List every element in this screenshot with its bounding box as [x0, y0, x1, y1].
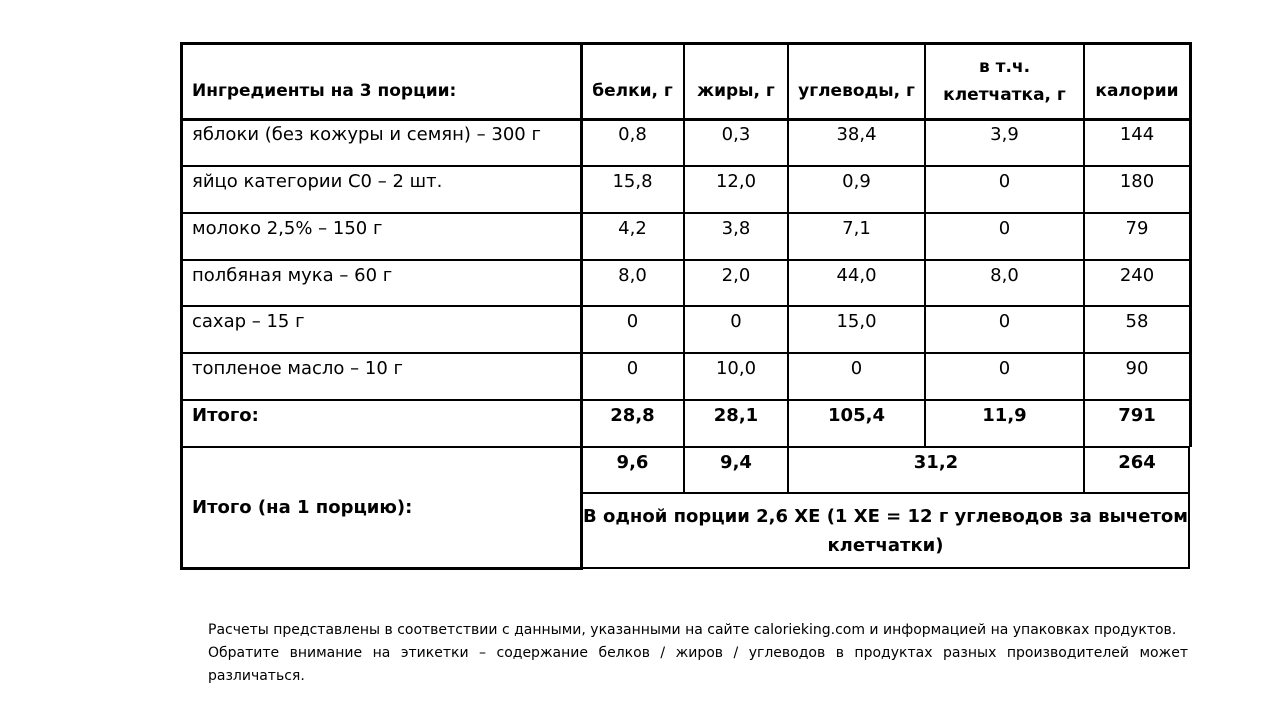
total-carbs: 105,4: [828, 405, 885, 426]
per-portion-calories: 264: [1118, 452, 1156, 473]
ingredient-calories: 90: [1125, 358, 1149, 379]
ingredient-name: яблоки (без кожуры и семян) – 300 г: [192, 124, 541, 145]
ingredient-fiber: 3,9: [990, 124, 1019, 145]
ingredient-fiber: 0: [998, 171, 1011, 192]
ingredient-protein: 0,8: [618, 124, 647, 145]
footnote-line-1: Расчеты представлены в соответствии с данными, указанными на сайте calorieking.com и информацией на упаковках продуктов.: [208, 622, 1177, 638]
xe-note-xe-line2: клетчатки): [827, 534, 944, 556]
header-calories: калории: [1095, 80, 1179, 101]
ingredient-fat: 3,8: [721, 218, 751, 239]
ingredient-fat: 0: [730, 311, 742, 332]
xe-note-xe-line1: В одной порции 2,6 ХЕ (1 ХЕ = 12 г углеводов за вычетом: [583, 505, 1188, 527]
header-carbs: углеводы, г: [798, 80, 915, 101]
ingredient-calories: 79: [1125, 218, 1149, 239]
nutrition-table: [180, 42, 1192, 570]
ingredient-carbs: 7,1: [842, 218, 871, 239]
ingredient-calories: 240: [1119, 265, 1155, 286]
ingredient-name: яйцо категории С0 – 2 шт.: [192, 171, 443, 192]
ingredient-calories: 58: [1125, 311, 1149, 332]
total-fiber: 11,9: [982, 405, 1027, 426]
header-fiber-line2: клетчатка, г: [943, 84, 1066, 105]
header-fiber: [925, 42, 1084, 119]
ingredient-protein: 8,0: [618, 265, 647, 286]
xe-note: [581, 493, 1190, 568]
ingredient-carbs: 0,9: [842, 171, 871, 192]
ingredient-carbs: 44,0: [836, 265, 877, 286]
ingredient-fat: 2,0: [721, 265, 751, 286]
ingredient-fat: 12,0: [715, 171, 757, 192]
header-ingredients: Ингредиенты на 3 порции:: [192, 80, 457, 101]
ingredient-name: молоко 2,5% – 150 г: [192, 218, 383, 239]
ingredient-protein: 15,8: [612, 171, 653, 192]
ingredient-name: топленое масло – 10 г: [192, 358, 403, 379]
ingredient-protein: 4,2: [618, 218, 647, 239]
ingredient-fiber: 0: [998, 218, 1011, 239]
ingredient-protein: 0: [626, 311, 639, 332]
total-calories: 791: [1118, 405, 1156, 426]
per-portion-fat: 9,4: [720, 452, 752, 473]
total-protein: 28,8: [610, 405, 655, 426]
ingredient-carbs: 0: [850, 358, 863, 379]
ingredient-calories: 144: [1119, 124, 1155, 145]
ingredient-carbs: 38,4: [836, 124, 877, 145]
ingredient-fat: 0,3: [721, 124, 751, 145]
footnote-line-2: Обратите внимание на этикетки – содержание белков / жиров / углеводов в продуктах разных производителей может различаться.: [208, 645, 1188, 684]
ingredient-protein: 0: [626, 358, 639, 379]
header-protein: белки, г: [592, 80, 673, 101]
header-fat: жиры, г: [697, 80, 775, 101]
total-fat: 28,1: [713, 405, 759, 426]
ingredient-name: полбяная мука – 60 г: [192, 265, 393, 286]
per-portion-label: Итого (на 1 порцию):: [192, 496, 413, 518]
ingredient-carbs: 15,0: [836, 311, 877, 332]
ingredient-fiber: 0: [998, 358, 1011, 379]
ingredient-fiber: 8,0: [990, 265, 1019, 286]
total-label: Итого:: [192, 405, 259, 426]
ingredient-calories: 180: [1119, 171, 1155, 192]
per-portion-carbs: 31,2: [913, 452, 959, 473]
ingredient-fiber: 0: [998, 311, 1011, 332]
ingredient-fat: 10,0: [715, 358, 757, 379]
per-portion-protein: 9,6: [616, 452, 649, 473]
header-fiber-line1: в т.ч.: [978, 56, 1031, 77]
ingredient-name: сахар – 15 г: [192, 311, 305, 332]
footnote: [208, 619, 1188, 688]
